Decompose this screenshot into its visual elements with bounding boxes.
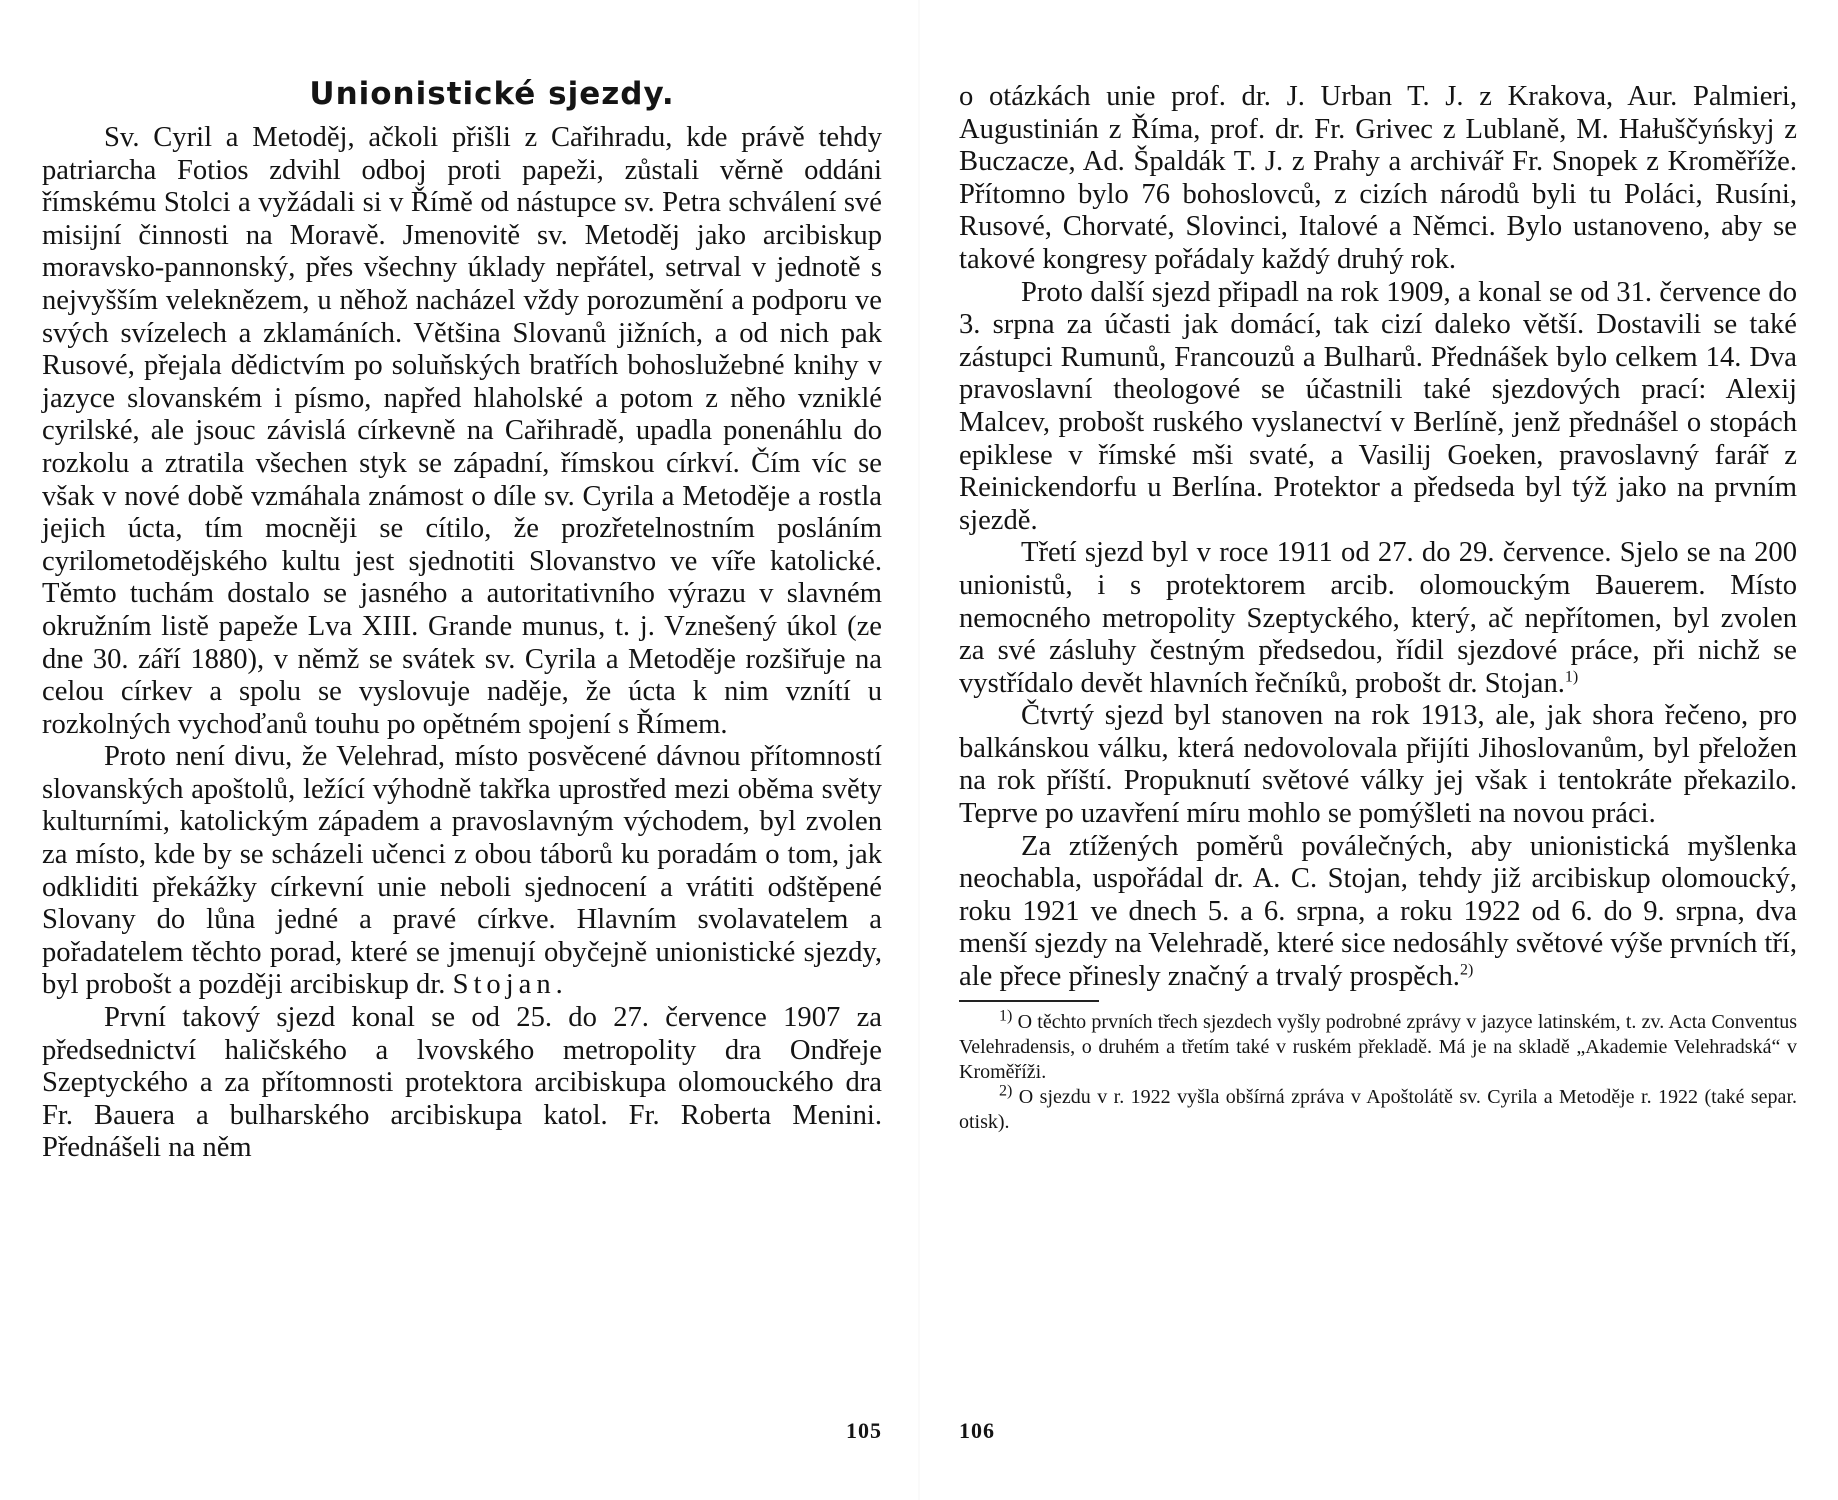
paragraph-text: Za ztížených poměrů poválečných, aby unionistická myšlenka neochabla, uspořádal dr. A. C. Stojan, tehdy již arcibiskup olomoucký, roku 1921 ve dnech 5. a 6. srpna, a roku 1922 od 6. do 9. srpna, dva menší sjezdy na Velehradě, které sice nedosáhly světové výše prvních tří, ale přece přinesly značný a trvalý prospěch. <box>959 830 1797 993</box>
paragraph <box>959 831 1797 994</box>
footnote-text: O sjezdu v r. 1922 vyšla obšírná zpráva v Apoštolátě sv. Cyrila a Metoděje r. 1922 (také separ. otisk). <box>959 1085 1797 1133</box>
page-number: 105 <box>846 1418 882 1443</box>
right-text-column <box>959 81 1797 1135</box>
right-page <box>919 0 1838 1500</box>
paragraph <box>959 537 1797 700</box>
footnote-ref: 1) <box>1564 668 1579 686</box>
paragraph: Proto další sjezd připadl na rok 1909, a konal se od 31. července do 3. srpna za účasti jak domácí, tak cizí daleko větší. Dostavili se také zástupci Rumunů, Francouzů a Bulharů. Přednášek bylo celkem 14. Dva pravoslavní theologové se účastnili také sjezdových prací: Alexij Malcev, probošt ruského vyslanectví v Berlíně, jenž přednášel o stopách epiklese v římské mši svaté, a Vasilij Goeken, pravoslavný farář z Reinickendorfu u Berlína. Protektor a předseda byl týž jako na prvním sjezdě. <box>959 276 1797 536</box>
paragraph-text: Proto není divu, že Velehrad, místo posvěcené dávnou přítomností slovanských apoštolů, ležící výhodně takřka uprostřed mezi oběma světy kulturními, katolickým západem a pravoslavným východem, byl zvolen za místo, kde by se scházeli učenci z obou táborů ku poradám o tom, jak odkliditi překážky církevní unie neboli sjednocení a vrátiti odštěpené Slovany do lůna jedné a pravé církve. Hlavním svolavatelem a pořadatelem těchto porad, které se jmenují obyčejně unionistické sjezdy, byl probošt a později arcibiskup dr. <box>42 741 882 1001</box>
footnote-mark: 1) <box>999 1006 1013 1024</box>
footnote <box>959 1081 1797 1135</box>
paragraph <box>42 741 882 1002</box>
footnote-mark: 2) <box>999 1081 1013 1099</box>
footnote <box>959 1006 1797 1085</box>
footnote-ref: 2) <box>1459 961 1474 979</box>
paragraph: Sv. Cyril a Metoděj, ačkoli přišli z Cařihradu, kde právě tehdy patriarcha Fotios zdvihl odboj proti papeži, zůstali věrně oddáni římskému Stolci a vyžádali si v Římě od nástupce sv. Petra schválení své misijní činnosti na Moravě. Jmenovitě sv. Metoděj jako arcibiskup moravsko-pannonský, přes všechny úklady nepřátel, setrval v jednotě s nejvyšším veleknězem, u něhož nacházel vždy porozumění a podporu ve svých svízelech a zklamáních. Většina Slovanů jižních, a od nich pak Rusové, přejala dědictvím po soluňských bratřích bohoslužebné knihy v jazyce slovanském i písmo, napřed hlaholské a potom z něho vzniklé cyrilské, ale jsouc závislá církevně na Cařihradě, upadla ponenáhlu do rozkolu a ztratila všechen styk se západní, římskou církví. Čím víc se však v nové době vzmáhala známost o díle sv. Cyrila a Metoděje a rostla jejich úcta, tím mocněji se cítilo, že prozřetelnostním posláním cyrilometodějského kultu jest sjednotiti Slovanstvo ve víře katolické. Těmto tuchám dostalo se jasného a autoritativního výrazu v slavném okružním listě papeže Lva XIII. Grande munus, t. j. Vznešený úkol (ze dne 30. září 1880), v němž se svátek sv. Cyrila a Metoděje rozšiřuje na celou církev a spolu se vyslovuje naděje, že úcta k nim vznítí u rozkolných vychoďanů touhu po opětném spojení s Římem. <box>42 122 882 740</box>
chapter-title: Unionistické sjezdy. <box>309 76 675 112</box>
footnote-text: O těchto prvních třech sjezdech vyšly podrobné zprávy v jazyce latinském, t. zv. Acta Conventus Velehradensis, o druhém a třetím také v ruském překladě. Má je na skladě „Akademie Velehradská“ v Kroměříži. <box>959 1010 1797 1083</box>
paragraph: o otázkách unie prof. dr. J. Urban T. J. z Krakova, Aur. Palmieri, Augustinián z Říma, prof. dr. Fr. Grivec z Lublaně, M. Hałuščyńskyj z Buczacze, Ad. Špaldák T. J. z Prahy a archivář Fr. Snopek z Kroměříže. Přítomno bylo 76 bohoslovců, z cizích národů byli tu Poláci, Rusíni, Rusové, Chorvaté, Slovinci, Italové a Němci. Bylo ustanoveno, aby se takové kongresy pořádaly každý druhý rok. <box>959 81 1797 275</box>
paragraph: První takový sjezd konal se od 25. do 27. července 1907 za předsednictví haličského a lvovského metropolity dra Ondřeje Szeptyckého a za přítomnosti protektora arcibiskupa olomouckého dra Fr. Bauera a bulharského arcibiskupa katol. Fr. Roberta Menini. Přednášeli na něm <box>42 1002 882 1164</box>
spaced-name: Stojan. <box>452 969 568 1001</box>
page-number: 106 <box>959 1418 995 1443</box>
left-text-column <box>42 70 882 1165</box>
footnote-divider <box>959 1000 1099 1002</box>
paragraph-text: Třetí sjezd byl v roce 1911 od 27. do 29. července. Sjelo se na 200 unionistů, i s protektorem arcib. olomouckým Bauerem. Místo nemocného metropolity Szeptyckého, který, ač nepřítomen, byl zvolen za své zásluhy čestným předsedou, řídil sjezdové práce, při nichž se vystřídalo devět hlavních řečníků, probošt dr. Stojan. <box>959 537 1797 699</box>
paragraph: Čtvrtý sjezd byl stanoven na rok 1913, ale, jak shora řečeno, pro balkánskou válku, která nedovolovala přijíti Jihoslovanům, byl přeložen na rok příští. Propuknutí světové války jej však i tentokráte překazilo. Teprve po uzavření míru mohlo se pomýšleti na novou práci. <box>959 700 1797 830</box>
